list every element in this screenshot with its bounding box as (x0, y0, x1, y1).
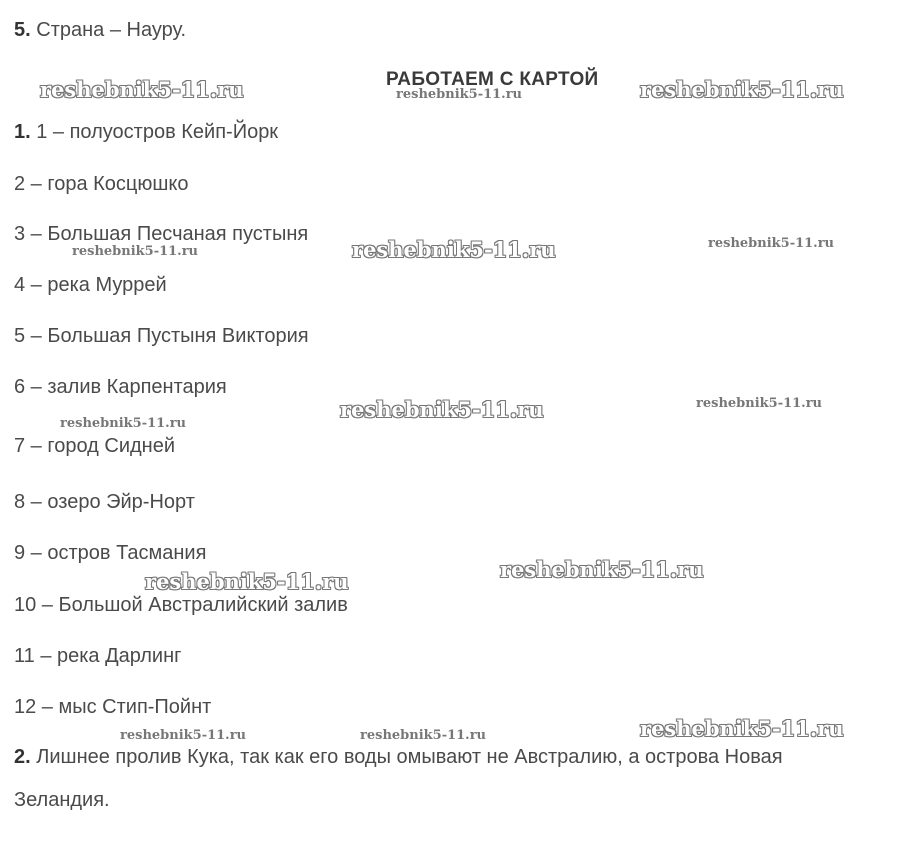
watermark: reshebnik5-11.ru (696, 396, 823, 411)
watermark: reshebnik5-11.ru (708, 236, 835, 251)
watermark: reshebnik5-11.ru (340, 397, 544, 422)
task-1-item-12: 12 – мыс Стип-Пойнт (14, 696, 212, 718)
watermark: reshebnik5-11.ru (120, 728, 247, 743)
answer-5 (14, 18, 186, 42)
watermark: reshebnik5-11.ru (640, 77, 844, 102)
watermark: reshebnik5-11.ru (640, 716, 844, 741)
watermark: reshebnik5-11.ru (360, 728, 487, 743)
task-1-item-8: 8 – озеро Эйр-Норт (14, 491, 195, 513)
task-1-item-11: 11 – река Дарлинг (14, 645, 182, 667)
answer-5-text: Страна – Науру. (30, 19, 187, 41)
answer-5-number: 5. (14, 19, 31, 41)
section-heading: РАБОТАЕМ С КАРТОЙ (386, 69, 599, 90)
task-1-number: 1. (14, 121, 31, 143)
task-1-item-10: 10 – Большой Австралийский залив (14, 594, 348, 616)
task-2-line-2: Зеландия. (14, 789, 110, 811)
task-2-line-1 (14, 745, 783, 769)
watermark: reshebnik5-11.ru (396, 87, 523, 102)
task-1-item-6: 6 – залив Карпентария (14, 376, 227, 398)
task-1-item-4: 4 – река Муррей (14, 274, 167, 296)
task-1-item-3: 3 – Большая Песчаная пустыня (14, 223, 309, 245)
watermark: reshebnik5-11.ru (352, 237, 556, 262)
task-1-item-9: 9 – остров Тасмания (14, 542, 207, 564)
watermark: reshebnik5-11.ru (500, 557, 704, 582)
task-1-item-2: 2 – гора Косцюшко (14, 173, 189, 195)
watermark: reshebnik5-11.ru (40, 77, 244, 102)
task-1-item-5: 5 – Большая Пустыня Виктория (14, 325, 309, 347)
watermark: reshebnik5-11.ru (60, 416, 187, 431)
task-1-item-1-text: 1 – полуостров Кейп-Йорк (30, 121, 279, 143)
watermark: reshebnik5-11.ru (145, 569, 349, 594)
task-1-item-7: 7 – город Сидней (14, 435, 175, 457)
task-1-item-1 (14, 120, 278, 144)
task-2-number: 2. (14, 746, 31, 768)
watermark: reshebnik5-11.ru (72, 244, 199, 259)
task-2-text: Лишнее пролив Кука, так как его воды омывают не Австралию, а острова Новая (30, 746, 783, 768)
